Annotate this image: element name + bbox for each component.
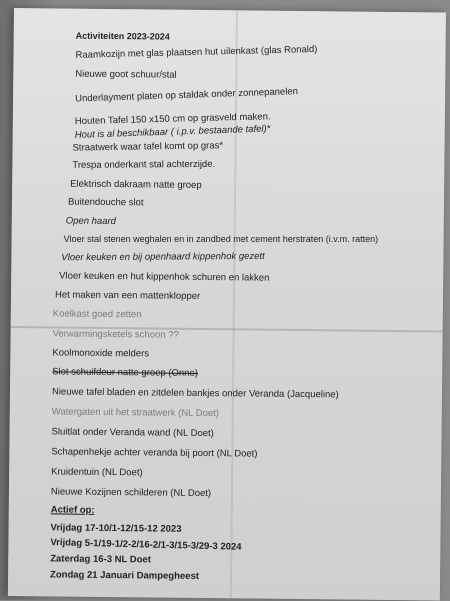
list-item: Verwarmingsketels schoon ?? (52, 328, 179, 341)
list-item: Koelkast goed zetten (52, 308, 142, 321)
list-item: Sluitlat onder Veranda wand (NL Doet) (51, 426, 214, 440)
list-item: Koolmonoxide melders (52, 347, 150, 360)
list-item: Straatwerk waar tafel komt op gras* (72, 140, 224, 154)
list-item: Schapenhekje achter veranda bij poort (NL Doet) (51, 446, 258, 460)
list-item: Houten Tafel 150 x150 cm op grasveld maken. (74, 111, 271, 128)
list-item: Hout is al beschikbaar ( i.p.v. bestaande tafel)* (74, 123, 271, 141)
list-item: Underlayment platen op staldak onder zonnepanelen (74, 86, 299, 105)
list-item: Nieuwe Kozijnen schilderen (NL Doet) (50, 486, 212, 500)
list-item: Nieuwe goot schuur/stal (75, 68, 177, 81)
list-item: Nieuwe tafel bladen en zitdelen bankjes onder Veranda (Jacqueline) (51, 386, 339, 401)
actief-heading: Actief op: (50, 504, 95, 516)
date-line: Zaterdag 16-3 NL Doet (50, 553, 151, 566)
list-item: Watergaten uit het straatwerk (NL Doet) (51, 406, 220, 420)
list-item: Vloer stal stenen weghalen en in zandbed met cement herstraten (i.v.m. ratten) (63, 234, 379, 245)
list-item: Open haard (65, 215, 117, 228)
list-item: Vloer keuken en bij openhaard kippenhok gezett (61, 250, 265, 264)
date-line: Vrijdag 17-10/1-12/15-12 2023 (50, 522, 182, 535)
list-item: Kruidentuin (NL Doet) (51, 466, 143, 479)
list-item: Het maken van een mattenklopper (54, 289, 201, 302)
date-line: Vrijdag 5-1/19-1/2-2/16-2/1-3/15-3/29-3 2024 (50, 537, 242, 553)
list-item: Elektrisch dakraam natte groep (70, 178, 202, 191)
date-line: Zondag 21 Januari Dampegheest (50, 569, 199, 582)
list-item: Slot schuifdeur natte groep (Onno) (52, 366, 199, 379)
document-title: Activiteiten 2023-2024 (75, 30, 170, 42)
list-item: Buitendouche slot (67, 196, 144, 209)
list-item: Trespa onderkant stal achterzijde. (72, 158, 216, 171)
paper-sheet (8, 8, 446, 600)
list-item: Vloer keuken en hut kippenhok schuren en lakken (59, 270, 270, 284)
list-item: Raamkozijn met glas plaatsen hut uilenkast (glas Ronald) (75, 43, 318, 61)
